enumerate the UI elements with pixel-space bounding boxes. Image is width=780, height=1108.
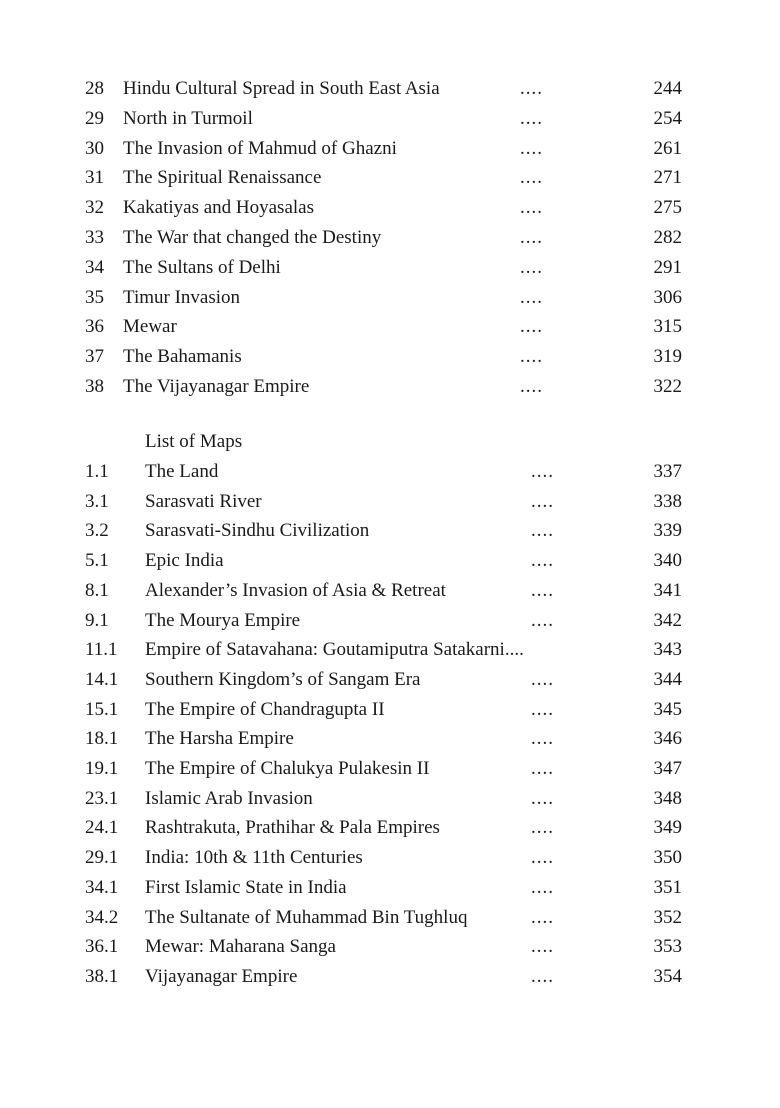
entry-title: The Invasion of Mahmud of Ghazni	[123, 137, 397, 159]
entry-number: 35	[85, 286, 104, 308]
chapter-entry	[0, 283, 780, 313]
map-entry	[0, 576, 780, 606]
leader-dots: ....	[531, 728, 554, 750]
page-number: 343	[653, 639, 682, 661]
page-number: 346	[653, 728, 682, 750]
leader-dots: ....	[531, 698, 554, 720]
map-entry	[0, 487, 780, 517]
entry-number: 15.1	[85, 698, 119, 720]
entry-title: Southern Kingdom’s of Sangam Era	[145, 668, 421, 690]
entry-number: 24.1	[85, 817, 119, 839]
entry-title: The Sultans of Delhi	[123, 256, 281, 278]
chapter-entry	[0, 253, 780, 283]
entry-number: 31	[85, 167, 104, 189]
entry-number: 5.1	[85, 550, 109, 572]
page-number: 261	[653, 137, 682, 159]
leader-dots: ....	[531, 550, 554, 572]
entry-title: First Islamic State in India	[145, 876, 347, 898]
map-entry	[0, 813, 780, 843]
leader-dots: ....	[531, 579, 554, 601]
map-entry	[0, 754, 780, 784]
leader-dots: ....	[520, 78, 543, 99]
leader-dots: ....	[531, 490, 554, 512]
entry-title: The Harsha Empire	[145, 728, 294, 750]
entry-number: 28	[85, 78, 104, 99]
leader-dots: ....	[531, 520, 554, 542]
page-number: 271	[653, 167, 682, 189]
entry-number: 19.1	[85, 758, 119, 779]
page-number: 338	[653, 490, 682, 512]
chapter-entry	[0, 372, 780, 402]
entry-number: 29	[85, 107, 104, 129]
map-entry	[0, 784, 780, 814]
entry-title: Sarasvati-Sindhu Civilization	[145, 520, 370, 542]
leader-dots: ....	[531, 936, 554, 958]
leader-dots: ....	[520, 107, 543, 129]
entry-number: 36.1	[85, 936, 119, 958]
entry-title: The Mourya Empire	[145, 609, 301, 631]
entry-title: Islamic Arab Invasion	[145, 787, 313, 809]
page-number: 349	[653, 817, 682, 839]
page-number: 291	[653, 256, 682, 278]
entry-title: The Empire of Chandragupta II	[145, 698, 385, 720]
entry-title: India: 10th & 11th Centuries	[145, 847, 363, 869]
entry-number: 38	[85, 376, 104, 397]
map-entry	[0, 546, 780, 576]
map-entry	[0, 457, 780, 487]
page-number: 351	[653, 876, 682, 898]
page-number: 337	[653, 461, 682, 482]
entry-number: 33	[85, 227, 104, 248]
map-entry	[0, 606, 780, 636]
page-number: 340	[653, 550, 682, 572]
entry-number: 32	[85, 197, 104, 219]
entry-title: Vijayanagar Empire	[145, 965, 298, 987]
page-number: 339	[653, 520, 682, 542]
map-entry	[0, 516, 780, 546]
entry-title: The Spiritual Renaissance	[123, 167, 322, 189]
leader-dots: ....	[520, 167, 543, 189]
leader-dots: ....	[531, 906, 554, 928]
page-number: 275	[653, 197, 682, 219]
entry-number: 30	[85, 137, 104, 159]
leader-dots: ....	[531, 668, 554, 690]
page-number: 345	[653, 698, 682, 720]
leader-dots: ....	[531, 876, 554, 898]
map-entry	[0, 873, 780, 903]
entry-number: 34.1	[85, 876, 119, 898]
leader-dots: ....	[520, 227, 543, 248]
leader-dots: ....	[520, 376, 543, 397]
map-entry	[0, 695, 780, 725]
entry-number: 14.1	[85, 668, 119, 690]
entry-number: 36	[85, 316, 104, 338]
entry-number: 3.2	[85, 520, 109, 542]
entry-title: The Sultanate of Muhammad Bin Tughluq	[145, 906, 468, 928]
map-entry	[0, 665, 780, 695]
map-entry	[0, 635, 780, 665]
leader-dots: ....	[531, 758, 554, 779]
leader-dots: ....	[520, 316, 543, 338]
entry-title: Mewar: Maharana Sanga	[145, 936, 336, 958]
chapter-entry	[0, 74, 780, 104]
entry-title: Timur Invasion	[123, 286, 241, 308]
entry-number: 9.1	[85, 609, 109, 631]
entry-number: 3.1	[85, 490, 109, 512]
entry-title: Alexander’s Invasion of Asia & Retreat	[145, 579, 446, 601]
entry-number: 18.1	[85, 728, 119, 750]
chapter-entry	[0, 342, 780, 372]
entry-title: Empire of Satavahana: Goutamiputra Satakarni....	[145, 639, 524, 661]
entry-title: Mewar	[123, 316, 177, 338]
entry-number: 11.1	[85, 639, 118, 661]
leader-dots: ....	[520, 197, 543, 219]
chapter-entry	[0, 163, 780, 193]
page-number: 306	[653, 286, 682, 308]
page-number: 348	[653, 787, 682, 809]
chapter-entry	[0, 134, 780, 164]
page-number: 350	[653, 847, 682, 869]
leader-dots: ....	[531, 461, 554, 482]
page-number: 341	[653, 579, 682, 601]
entry-title: The War that changed the Destiny	[123, 227, 382, 248]
page-number: 282	[653, 227, 682, 248]
page-number: 342	[653, 609, 682, 631]
entry-title: Kakatiyas and Hoyasalas	[123, 197, 314, 219]
page-number: 354	[653, 965, 682, 987]
entry-title: Rashtrakuta, Prathihar & Pala Empires	[145, 817, 440, 839]
map-entry	[0, 932, 780, 962]
chapter-entry	[0, 312, 780, 342]
map-entry	[0, 843, 780, 873]
page-number: 319	[653, 346, 682, 368]
page-number: 254	[653, 107, 682, 129]
entry-number: 23.1	[85, 787, 119, 809]
entry-title: Epic India	[145, 550, 224, 572]
entry-title: The Land	[145, 461, 219, 482]
entry-number: 37	[85, 346, 104, 368]
leader-dots: ....	[531, 609, 554, 631]
page-number: 352	[653, 906, 682, 928]
entry-number: 29.1	[85, 847, 119, 869]
entry-title: North in Turmoil	[123, 107, 253, 129]
map-entry	[0, 903, 780, 933]
leader-dots: ....	[520, 256, 543, 278]
leader-dots: ....	[520, 286, 543, 308]
entry-number: 38.1	[85, 965, 119, 987]
leader-dots: ....	[531, 965, 554, 987]
entry-number: 34.2	[85, 906, 119, 928]
entry-title: The Empire of Chalukya Pulakesin II	[145, 758, 430, 779]
maps-heading: List of Maps	[145, 431, 243, 452]
entry-number: 1.1	[85, 461, 109, 482]
leader-dots: ....	[520, 346, 543, 368]
page-number: 322	[653, 376, 682, 397]
page-number: 347	[653, 758, 682, 779]
map-entry	[0, 724, 780, 754]
chapter-entry	[0, 193, 780, 223]
page-number: 353	[653, 936, 682, 958]
leader-dots: ....	[520, 137, 543, 159]
page-number: 315	[653, 316, 682, 338]
leader-dots: ....	[531, 847, 554, 869]
entry-number: 8.1	[85, 579, 109, 601]
chapter-entry	[0, 104, 780, 134]
map-entry	[0, 962, 780, 992]
page-number: 344	[653, 668, 682, 690]
entry-title: The Vijayanagar Empire	[123, 376, 310, 397]
entry-title: Hindu Cultural Spread in South East Asia	[123, 78, 440, 99]
entry-title: The Bahamanis	[123, 346, 242, 368]
entry-title: Sarasvati River	[145, 490, 262, 512]
entry-number: 34	[85, 256, 104, 278]
leader-dots: ....	[531, 817, 554, 839]
page-number: 244	[653, 78, 682, 99]
chapter-entry	[0, 223, 780, 253]
leader-dots: ....	[531, 787, 554, 809]
